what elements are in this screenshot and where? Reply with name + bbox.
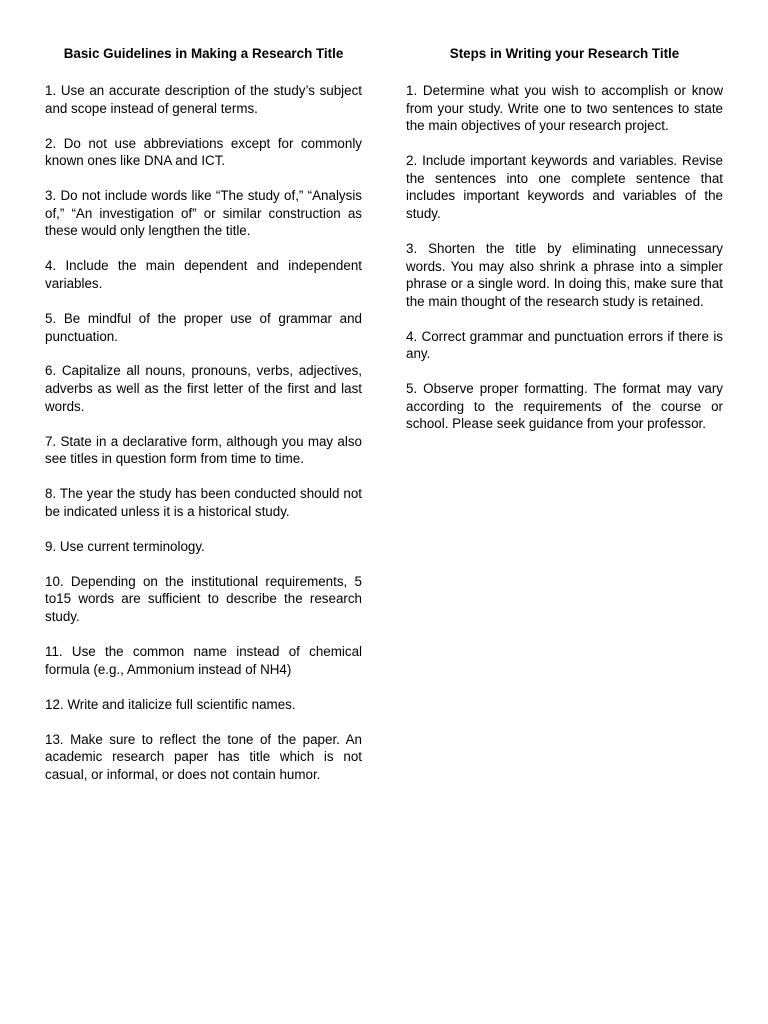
guidelines-title: Basic Guidelines in Making a Research Title <box>63 46 344 61</box>
guideline-item: 4. Include the main dependent and independent variables. <box>45 258 362 291</box>
guideline-item: 3. Do not include words like “The study of,” “Analysis of,” “An investigation of” or similar construction as these would only lengthen the title. <box>45 188 362 239</box>
step-item: 4. Correct grammar and punctuation errors if there is any. <box>406 328 723 362</box>
guideline-item: 2. Do not use abbreviations except for commonly known ones like DNA and ICT. <box>45 135 362 169</box>
guidelines-column <box>45 44 362 801</box>
step-item: 3. Shorten the title by eliminating unnecessary words. You may also shrink a phrase into a simpler phrase or a single word. In doing this, make sure that the main thought of the research study is retained. <box>406 240 723 309</box>
guideline-item: 9. Use current terminology. <box>45 538 205 554</box>
guideline-item: 13. Make sure to reflect the tone of the paper. An academic research paper has title which is not casual, or informal, or does not contain humor. <box>45 731 362 782</box>
guideline-item: 1. Use an accurate description of the study’s subject and scope instead of general terms. <box>45 83 362 116</box>
step-item: 1. Determine what you wish to accomplish or know from your study. Write one to two sentences to state the main objectives of your research project. <box>406 83 723 134</box>
guideline-item: 5. Be mindful of the proper use of grammar and punctuation. <box>45 310 362 344</box>
guideline-item: 7. State in a declarative form, although you may also see titles in question form from time to time. <box>45 433 362 467</box>
steps-column <box>406 44 723 450</box>
guideline-item: 10. Depending on the institutional requirements, 5 to15 words are sufficient to describe the research study. <box>45 573 362 624</box>
step-item: 2. Include important keywords and variables. Revise the sentences into one complete sentence that includes important keywords and variables of the study. <box>406 153 723 221</box>
steps-title: Steps in Writing your Research Title <box>449 46 680 61</box>
guideline-item: 11. Use the common name instead of chemical formula (e.g., Ammonium instead of NH4) <box>45 643 362 677</box>
guideline-item: 12. Write and italicize full scientific names. <box>45 696 296 712</box>
step-item: 5. Observe proper formatting. The format may vary according to the requirements of the course or school. Please seek guidance from your professor. <box>406 381 723 432</box>
guideline-item: 6. Capitalize all nouns, pronouns, verbs, adjectives, adverbs as well as the first letter of the first and last words. <box>45 363 362 414</box>
guideline-item: 8. The year the study has been conducted should not be indicated unless it is a historical study. <box>45 486 362 519</box>
